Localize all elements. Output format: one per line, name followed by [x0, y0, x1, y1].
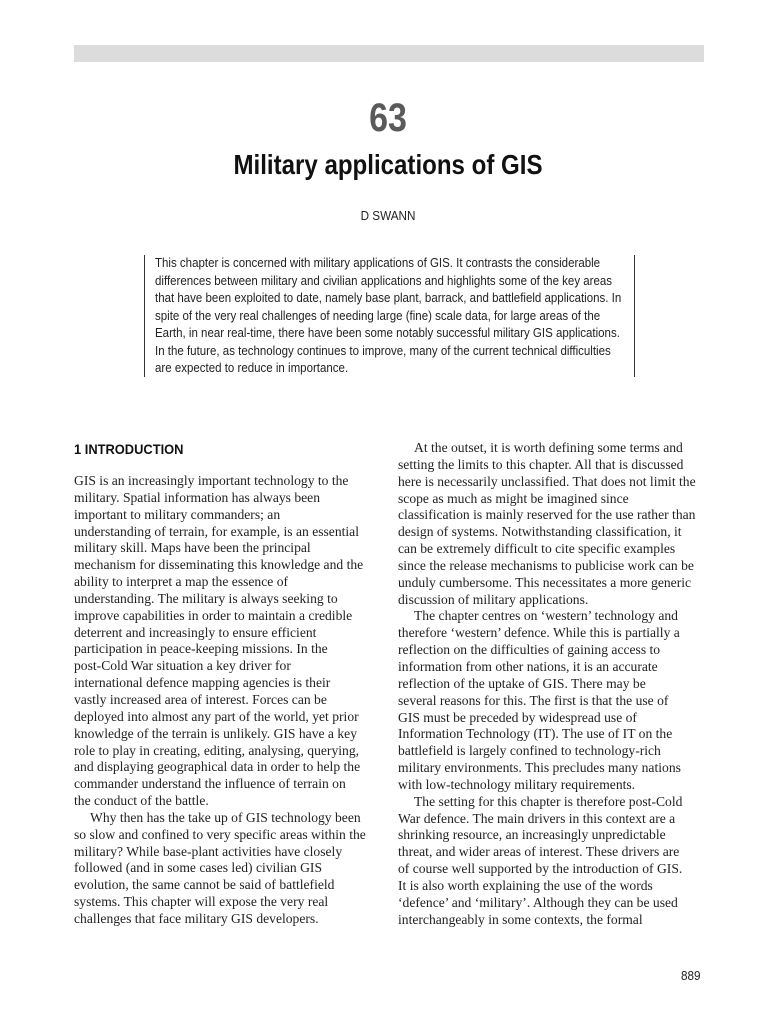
body-line: role to play in creating, editing, analysing, querying,: [74, 742, 360, 758]
body-line: GIS must be preceded by widespread use of: [398, 709, 637, 725]
body-line: classification is mainly reserved for the use rather than: [398, 507, 696, 523]
body-line: deterrent and increasingly to ensure efficient: [74, 624, 317, 640]
body-line: and displaying geographical data in order to help the: [74, 759, 361, 775]
body-line: improve capabilities in order to maintain a credible: [74, 607, 353, 623]
abstract-line: are expected to reduce in importance.: [155, 360, 349, 375]
body-line: post-Cold War situation a key driver for: [74, 658, 291, 674]
body-line: military. Spatial information has always been: [74, 489, 321, 505]
body-line: battlefield is largely confined to technology-rich: [398, 743, 661, 759]
body-line: so slow and confined to very specific areas within the: [74, 826, 366, 842]
body-line: deployed into almost any part of the world, yet prior: [74, 708, 359, 724]
header-rule: [74, 45, 704, 62]
body-line: commander understand the influence of terrain on: [74, 776, 346, 792]
body-line: military? While base-plant activities have closely: [74, 843, 343, 859]
body-line: military environments. This precludes many nations: [398, 760, 681, 776]
body-line: The chapter centres on ‘western’ technology and: [414, 608, 678, 624]
body-line: discussion of military applications.: [398, 591, 589, 607]
body-line: Information Technology (IT). The use of IT on the: [398, 726, 673, 742]
author-name: D SWANN: [360, 208, 416, 223]
body-line: At the outset, it is worth defining some terms and: [414, 440, 683, 455]
body-line: the conduct of the battle.: [74, 793, 209, 809]
body-line: threat, and wider areas of interest. These drivers are: [398, 844, 680, 860]
body-line: Why then has the take up of GIS technology been: [90, 809, 361, 825]
body-line: design of systems. Notwithstanding classification, it: [398, 524, 682, 540]
abstract-line: This chapter is concerned with military applications of GIS. It contrasts the considerable: [155, 255, 601, 270]
body-line: here is necessarily unclassified. That does not limit the: [398, 473, 696, 489]
chapter-number: 63: [369, 96, 407, 140]
body-line: of course well supported by the introduction of GIS.: [398, 861, 683, 877]
body-line: since the release mechanisms to publicise work can be: [398, 557, 694, 573]
page-number: 889: [681, 968, 701, 983]
body-line: mechanism for disseminating this knowledge and the: [74, 557, 364, 573]
body-line: knowledge of the terrain is unlikely. GIS have a key: [74, 725, 357, 741]
body-line: GIS is an increasingly important technology to the: [74, 473, 349, 488]
body-line: The setting for this chapter is therefore post-Cold: [414, 793, 683, 809]
body-line: reflection of the uptake of GIS. There may be: [398, 675, 646, 691]
right-column: [398, 440, 696, 928]
body-line: understanding. The military is always seeking to: [74, 590, 338, 606]
body-line: with low-technology military requirements.: [398, 776, 636, 792]
abstract-line: differences between military and civilian applications and highlights some of the key areas: [155, 272, 613, 288]
abstract-text: [155, 254, 621, 377]
body-line: systems. This chapter will expose the very real: [74, 894, 329, 910]
body-line: understanding of terrain, for example, is an essential: [74, 523, 359, 539]
abstract-line: that have been exploited to date, namely base plant, barrack, and battlefield applications. In: [155, 290, 622, 305]
abstract-line: spite of the very real challenges of needing large (fine) scale data, for large areas of the: [155, 307, 601, 323]
body-line: setting the limits to this chapter. All that is discussed: [398, 456, 684, 472]
body-line: interchangeably in some contexts, the formal: [398, 911, 643, 927]
body-line: important to military commanders; an: [74, 506, 281, 522]
abstract-line: In the future, as technology continues to improve, many of the current technical difficulties: [155, 342, 611, 358]
body-line: reflection on the difficulties of gaining access to: [398, 642, 661, 658]
body-line: information from other nations, it is an accurate: [398, 658, 658, 674]
body-line: shrinking resource, an increasingly unpredictable: [398, 827, 666, 843]
body-line: can be extremely difficult to cite specific examples: [398, 541, 676, 557]
body-line: challenges that face military GIS developers.: [74, 910, 319, 926]
abstract-line: Earth, in near real-time, there have been some notably successful military GIS applications.: [155, 325, 620, 340]
body-line: participation in peace-keeping missions. In the: [74, 641, 328, 657]
body-line: international defence mapping agencies is their: [74, 675, 331, 691]
body-line: unduly cumbersome. This necessitates a more generic: [398, 574, 692, 590]
body-line: therefore ‘western’ defence. While this is partially a: [398, 625, 680, 641]
body-line: military skill. Maps have been the principal: [74, 540, 311, 556]
abstract-box: [144, 255, 635, 377]
body-line: ability to interpret a map the essence of: [74, 574, 289, 590]
left-column: [74, 473, 366, 928]
body-line: It is also worth explaining the use of the words: [398, 877, 653, 893]
body-line: War defence. The main drivers in this context are a: [398, 810, 676, 826]
chapter-title: Military applications of GIS: [233, 149, 543, 180]
body-line: ‘defence’ and ‘military’. Although they can be used: [398, 894, 678, 910]
body-line: evolution, the same cannot be said of battlefield: [74, 877, 335, 893]
body-line: several reasons for this. The first is that the use of: [398, 692, 669, 708]
body-line: followed (and in some cases led) civilian GIS: [74, 860, 323, 876]
body-line: scope as much as might be imagined since: [398, 490, 629, 506]
body-line: vastly increased area of interest. Forces can be: [74, 691, 327, 707]
section-heading: 1 INTRODUCTION: [74, 441, 184, 457]
